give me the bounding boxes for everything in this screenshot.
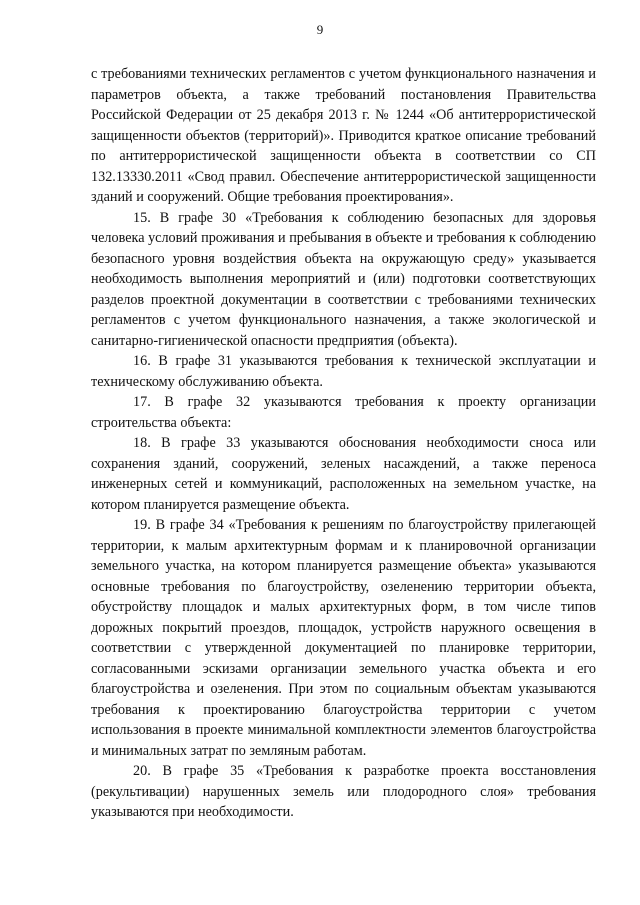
paragraph-item-18: 18. В графе 33 указываются обоснования необходимости сноса или сохранения зданий, сооружений, зеленых насаждений, а также переноса инженерных сетей и коммуникаций, расположенных на земельном участке, на котором планируется размещение объекта.	[91, 435, 596, 513]
page-number: 9	[316, 22, 324, 37]
paragraph-item-19: 19. В графе 34 «Требования к решениям по благоустройству прилегающей территории, к малым архитектурным формам и к планировочной организации земельного участка, на котором планируется размещение объекта» указываются основные требования по благоустройству, озеленению территории объекта, обустройству площадок и малых архитектурных форм, в том числе типов дорожных покрытий проездов, площадок, устройств наружного освещения в соответствии с утвержденной документацией по планировке территории, согласованными эскизами организации земельного участка объекта и его благоустройства и озеленения. При этом по социальным объектам указываются требования к проектированию благоустройства территории с учетом использования в проекте минимальной комплектности элементов благоустройства и минимальных затрат по земляным работам.	[91, 517, 596, 759]
paragraph-item-16: 16. В графе 31 указываются требования к технической эксплуатации и техническому обслуживанию объекта.	[91, 353, 596, 390]
paragraph-item-17: 17. В графе 32 указываются требования к проекту организации строительства объекта:	[91, 394, 596, 431]
document-body	[91, 64, 596, 823]
paragraph-continuation: с требованиями технических регламентов с учетом функционального назначения и параметров объекта, а также требований постановления Правительства Российской Федерации от 25 декабря 2013 г. № 1244 «Об антитеррористической защищенности объектов (территорий)». Приводится краткое описание требований по антитеррористической защищенности объекта в соответствии со СП 132.13330.2011 «Свод правил. Обеспечение антитеррористической защищенности зданий и сооружений. Общие требования проектирования».	[91, 66, 596, 205]
paragraph-item-15: 15. В графе 30 «Требования к соблюдению безопасных для здоровья человека условий проживания и пребывания в объекте и требования к соблюдению безопасного уровня воздействия объекта на окружающую среду» указывается необходимость выполнения мероприятий и (или) подготовки соответствующих разделов проектной документации в соответствии с требованиями технических регламентов с учетом функционального назначения, а также экологической и санитарно-гигиенической опасности предприятия (объекта).	[91, 209, 596, 349]
paragraph-item-20: 20. В графе 35 «Требования к разработке проекта восстановления (рекультивации) нарушенных земель или плодородного слоя» требования указываются при необходимости.	[91, 763, 596, 820]
